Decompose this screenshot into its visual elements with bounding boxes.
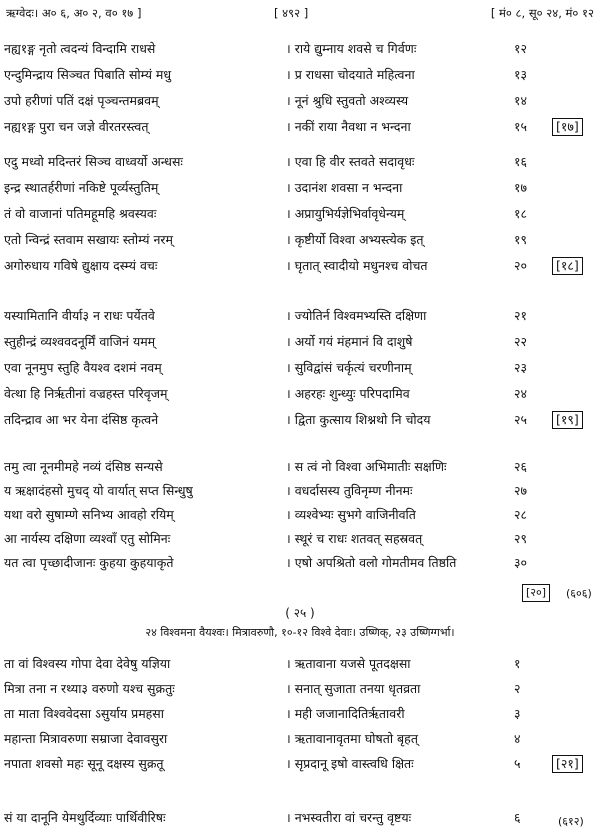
verse-number: २२ — [514, 334, 528, 349]
verse-right-half: । अप्रायुभिर्यज्ञेभिर्वावृधेन्यम् — [286, 206, 405, 221]
verse-right-half: । ज्योतिर्न विश्वमभ्यस्ति दक्षिणा — [286, 308, 427, 323]
verse-number: १७ — [514, 180, 528, 195]
verse-number: ३ — [514, 706, 521, 721]
verse-number: १५ — [514, 119, 528, 134]
verse-left-half: एवा नूनमुप स्तुहि वैयश्व दशमं नवम् — [4, 360, 162, 375]
verse-number: २१ — [514, 308, 528, 323]
verse-right-half: । नकीं राया नैवथा न भन्दना — [286, 119, 411, 134]
verse-left-half: वेत्था हि निर्ऋतीनां वज्रहस्त परिवृजम् — [4, 386, 168, 401]
verse-line — [4, 92, 596, 110]
section-marker: [१९] — [552, 411, 596, 429]
hymn-title: ( २५ ) — [285, 606, 315, 620]
verse-left-half: तमु त्वा नूनमीमहे नव्यं दंसिष्ठ सन्यसे — [4, 459, 163, 474]
verse-right-half: । प्र राधसा चोदयाते महित्वना — [286, 67, 415, 82]
verse-line — [4, 307, 596, 325]
verse-right-half: । ऋतावानावृतमा घोषतो बृहत् — [286, 731, 418, 746]
verse-right-half: । नूनं श्रुधि स्तुवतो अश्व्यस्य — [286, 93, 409, 108]
verse-number: १३ — [514, 67, 528, 82]
verse-left-half: महान्ता मित्रावरुणा सम्राजा देवावसुरा — [4, 731, 168, 746]
verse-line — [4, 506, 596, 524]
header-page-number: [ ४९२ ] — [274, 6, 309, 20]
verse-line — [4, 40, 596, 58]
verse-left-half: य ऋक्षादंहसो मुचद् यो वार्यात् सप्त सिन्धुषु — [4, 483, 193, 498]
verse-number: ४ — [514, 731, 521, 746]
verse-line — [4, 705, 596, 723]
verse-left-half: आ नार्यस्य दक्षिणा व्यश्वाँ एतु सोमिनः — [4, 531, 171, 546]
verse-left-half: तदिन्द्राव आ भर येना दंसिष्ठ कृत्वने — [4, 412, 159, 427]
verse-line — [4, 118, 596, 136]
verse-right-half: । अर्यो गयं मंहमानं वि दाशुषे — [286, 334, 413, 349]
verse-left-half: एतो न्विन्द्रं स्तवाम सखायः स्तोम्यं नरम् — [4, 232, 173, 247]
verse-left-half: अगोरुधाय गविषे द्युक्षाय दस्म्यं वचः — [4, 258, 158, 273]
verse-left-half: ता माता विश्ववेदसा ऽसुर्याय प्रमहसा — [4, 706, 164, 721]
verse-left-half: सं या दानूनि येमथुर्दिव्याः पार्थिवीरिषः — [4, 810, 166, 825]
verse-right-half: । मही जजानादितिर्ऋतावरी — [286, 706, 405, 721]
verse-line — [4, 385, 596, 403]
verse-right-half: । नभस्वतीरा वां चरन्तु वृष्टयः — [286, 810, 412, 825]
verse-number: २३ — [514, 360, 528, 375]
verse-number: २५ — [514, 412, 528, 427]
verse-line — [4, 205, 596, 223]
page-note-606: (६०६) — [566, 587, 592, 600]
verse-right-half: । सनात् सुजाता तनया धृतव्रता — [286, 681, 421, 696]
verse-number: १८ — [514, 206, 528, 221]
verse-left-half: तं वो वाजानां पतिमहूमहि श्रवस्यवः — [4, 206, 157, 221]
section-marker: [१८] — [552, 257, 596, 275]
verse-line — [4, 179, 596, 197]
verse-left-half: एन्दुमिन्द्राय सिञ्चत पिबाति सोम्यं मधु — [4, 67, 172, 82]
verse-line — [4, 153, 596, 171]
verse-left-half: उपो हरीणां पतिं दक्षं पृञ्चन्तमब्रवम् — [4, 93, 159, 108]
verse-number: २० — [514, 258, 528, 273]
verse-right-half: । स त्वं नो विश्वा अभिमातीः सक्षणिः — [286, 459, 447, 474]
verse-line — [4, 257, 596, 275]
verse-line — [4, 458, 596, 476]
verse-line — [4, 554, 596, 572]
verse-left-half: नह्य१ङ्ग नृतो त्वदन्यं विन्दामि राधसे — [4, 41, 156, 56]
verse-line — [4, 655, 596, 673]
verse-right-half: । घृतात् स्वादीयो मधुनश्च वोचत — [286, 258, 428, 273]
verse-left-half: नह्य१ङ्ग पुरा चन जज्ञे वीरतरस्त्वत् — [4, 119, 149, 134]
verse-line — [4, 482, 596, 500]
verse-line — [4, 530, 596, 548]
verse-right-half: । ऋतावाना यजसे पूतदक्षसा — [286, 656, 411, 671]
verse-right-half: । वधर्दासस्य तुविनृम्ण नीनमः — [286, 483, 413, 498]
verse-number: ६ — [514, 810, 521, 825]
verse-number: २ — [514, 681, 521, 696]
verse-line — [4, 231, 596, 249]
verse-number: १२ — [514, 41, 528, 56]
verse-number: २९ — [514, 531, 528, 546]
header-right: [ मं० ८, सू० २४, मं० १२ — [490, 6, 594, 20]
verse-line — [4, 809, 596, 827]
section-box-20: [२०] — [522, 584, 550, 602]
verse-right-half: । एषो अपश्रितो वलो गोमतीमव तिष्ठति — [286, 555, 457, 570]
verse-left-half: मित्रा तना न रथ्या३ वरुणो यश्च सुक्रतुः — [4, 681, 175, 696]
verse-left-half: स्तुहीन्द्रं व्यश्ववदनूर्मिं वाजिनं यमम् — [4, 334, 156, 349]
verse-line — [4, 680, 596, 698]
verse-right-half: । स्थूरं च राधः शतवत् सहस्रवत् — [286, 531, 423, 546]
verse-right-half: । कृष्टीर्यो विश्वा अभ्यस्त्येक इत् — [286, 232, 424, 247]
verse-number: २६ — [514, 459, 528, 474]
verse-number: २८ — [514, 507, 528, 522]
verse-number: २४ — [514, 386, 528, 401]
verse-number: १ — [514, 656, 521, 671]
verse-left-half: नपाता शवसो महः सूनू दक्षस्य सुक्रतू — [4, 756, 164, 771]
verse-line — [4, 755, 596, 773]
verse-right-half: । द्विता कुत्साय शिश्नथो नि चोदय — [286, 412, 431, 427]
verse-line — [4, 359, 596, 377]
verse-line — [4, 66, 596, 84]
verse-number: १४ — [514, 93, 528, 108]
verse-right-half: । एवा हि वीर स्तवते सदावृधः — [286, 154, 415, 169]
verse-line — [4, 730, 596, 748]
verse-left-half: यत त्वा पृच्छादीजानः कुहया कुहयाकृते — [4, 555, 174, 570]
verse-right-half: । व्यश्वेभ्यः सुभगे वाजिनीवति — [286, 507, 416, 522]
hymn-info: २४ विश्वमना वैयश्वः। मित्रावरुणौ, १०-१२ विश्वे देवाः। उष्णिक्, २३ उष्णिग्गर्भा। — [145, 626, 455, 639]
verse-number: ३० — [514, 555, 528, 570]
verse-right-half: । सृप्रदानू इषो वास्त्वधि क्षितः — [286, 756, 414, 771]
verse-line — [4, 333, 596, 351]
verse-left-half: यथा वरो सुषाम्णे सनिभ्य आवहो रयिम् — [4, 507, 174, 522]
verse-line — [4, 411, 596, 429]
verse-number: २७ — [514, 483, 528, 498]
verse-right-half: । उदानंश शवसा न भन्दना — [286, 180, 403, 195]
verse-left-half: इन्द्र स्थातर्हरीणां नकिष्टे पूर्व्यस्तुतिम् — [4, 180, 159, 195]
verse-right-half: । सुविद्वांसं चर्कृत्यं चरणीनाम् — [286, 360, 412, 375]
verse-right-half: । अहरहः शुन्ध्युः परिपदामिव — [286, 386, 410, 401]
section-marker: [२१] — [552, 755, 596, 773]
verse-number: ५ — [514, 756, 521, 771]
verse-number: १६ — [514, 154, 528, 169]
verse-left-half: यस्यामितानि वीर्या३ न राधः पर्येतवे — [4, 308, 155, 323]
verse-right-half: । राये द्युम्नाय शवसे च गिर्वणः — [286, 41, 417, 56]
verse-left-half: एदु मध्वो मदिन्तरं सिञ्च वाध्वर्यो अन्धसः — [4, 154, 183, 169]
page-header — [6, 6, 594, 24]
section-marker: [१७] — [552, 118, 596, 136]
verse-number: १९ — [514, 232, 528, 247]
header-left: ऋग्वेदः। अ० ६, अ० २, व० १७ ] — [6, 6, 142, 20]
verse-left-half: ता वां विश्वस्य गोपा देवा देवेषु यज्ञिया — [4, 656, 171, 671]
page-note-612: (६१२) — [558, 815, 584, 828]
